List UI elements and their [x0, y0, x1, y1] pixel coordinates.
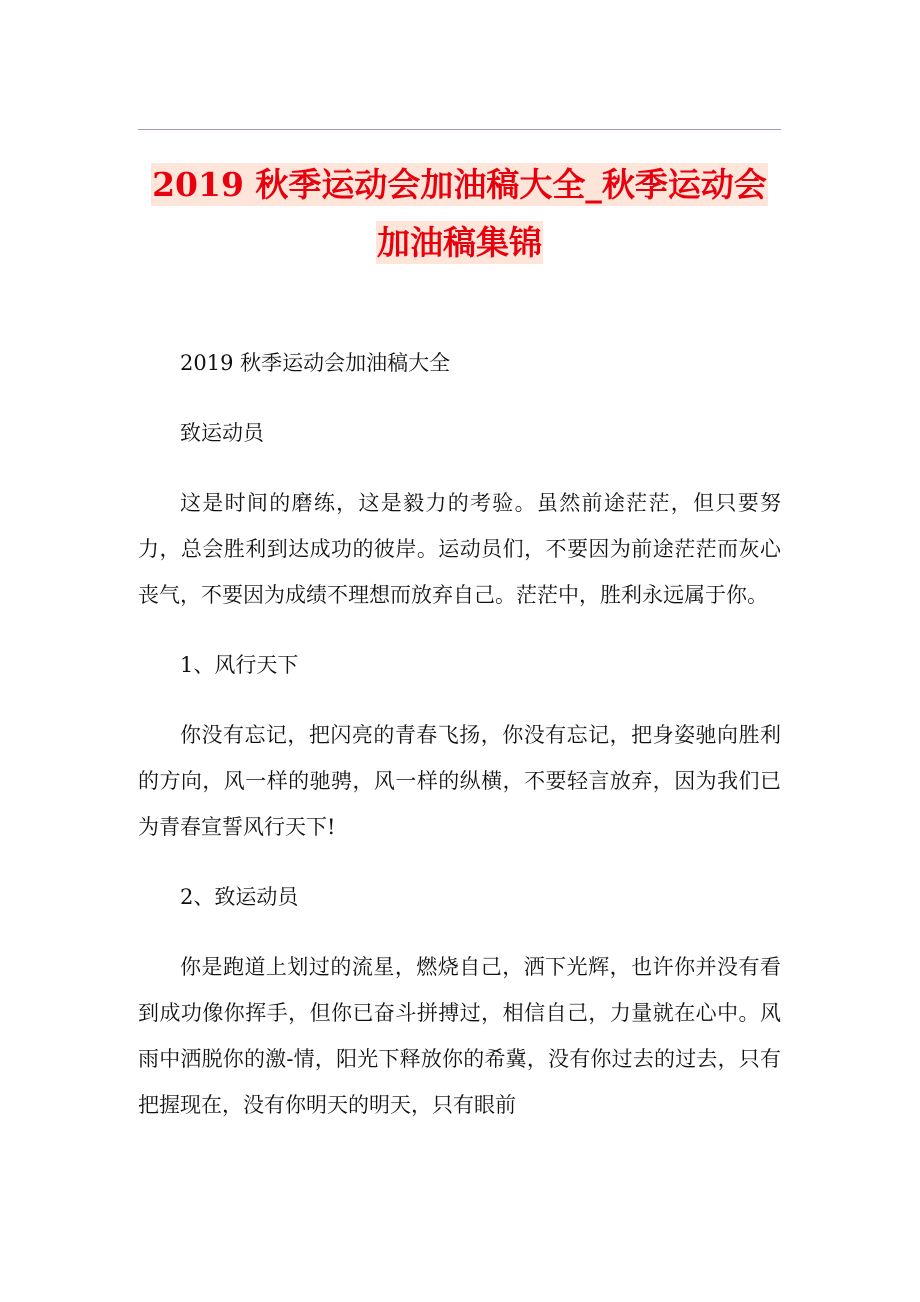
item-2-text: 你是跑道上划过的流星，燃烧自己，洒下光辉，也许你并没有看到成功像你挥手，但你已奋斗拼搏过，相信自己，力量就在心中。风雨中洒脱你的激-情，阳光下释放你的希冀，没有你过去的过去，只有把握现在，没有你明天的明天，只有眼前: [138, 955, 781, 1117]
paragraph-1: 这是时间的磨练，这是毅力的考验。虽然前途茫茫，但只要努力，总会胜利到达成功的彼岸。运动员们，不要因为前途茫茫而灰心丧气，不要因为成绩不理想而放弃自己。茫茫中，胜利永远属于你。: [138, 491, 781, 607]
item-1-title: 1、风行天下: [180, 653, 299, 677]
title-line-2: 加油稿集锦: [377, 223, 542, 262]
title-line-1: 2019 秋季运动会加油稿大全_秋季运动会: [152, 165, 767, 204]
document-body: [138, 340, 781, 1152]
section-heading: 2019 秋季运动会加油稿大全: [180, 351, 451, 375]
item-2-title: 2、致运动员: [180, 885, 299, 909]
document-title: [138, 156, 781, 272]
item-1-text: 你没有忘记，把闪亮的青春飞扬，你没有忘记，把身姿驰向胜利的方向，风一样的驰骋，风一样的纵横，不要轻言放弃，因为我们已为青春宣誓风行天下!: [138, 723, 781, 839]
subheading-to-athletes: 致运动员: [180, 421, 264, 445]
header-rule: [138, 129, 781, 130]
